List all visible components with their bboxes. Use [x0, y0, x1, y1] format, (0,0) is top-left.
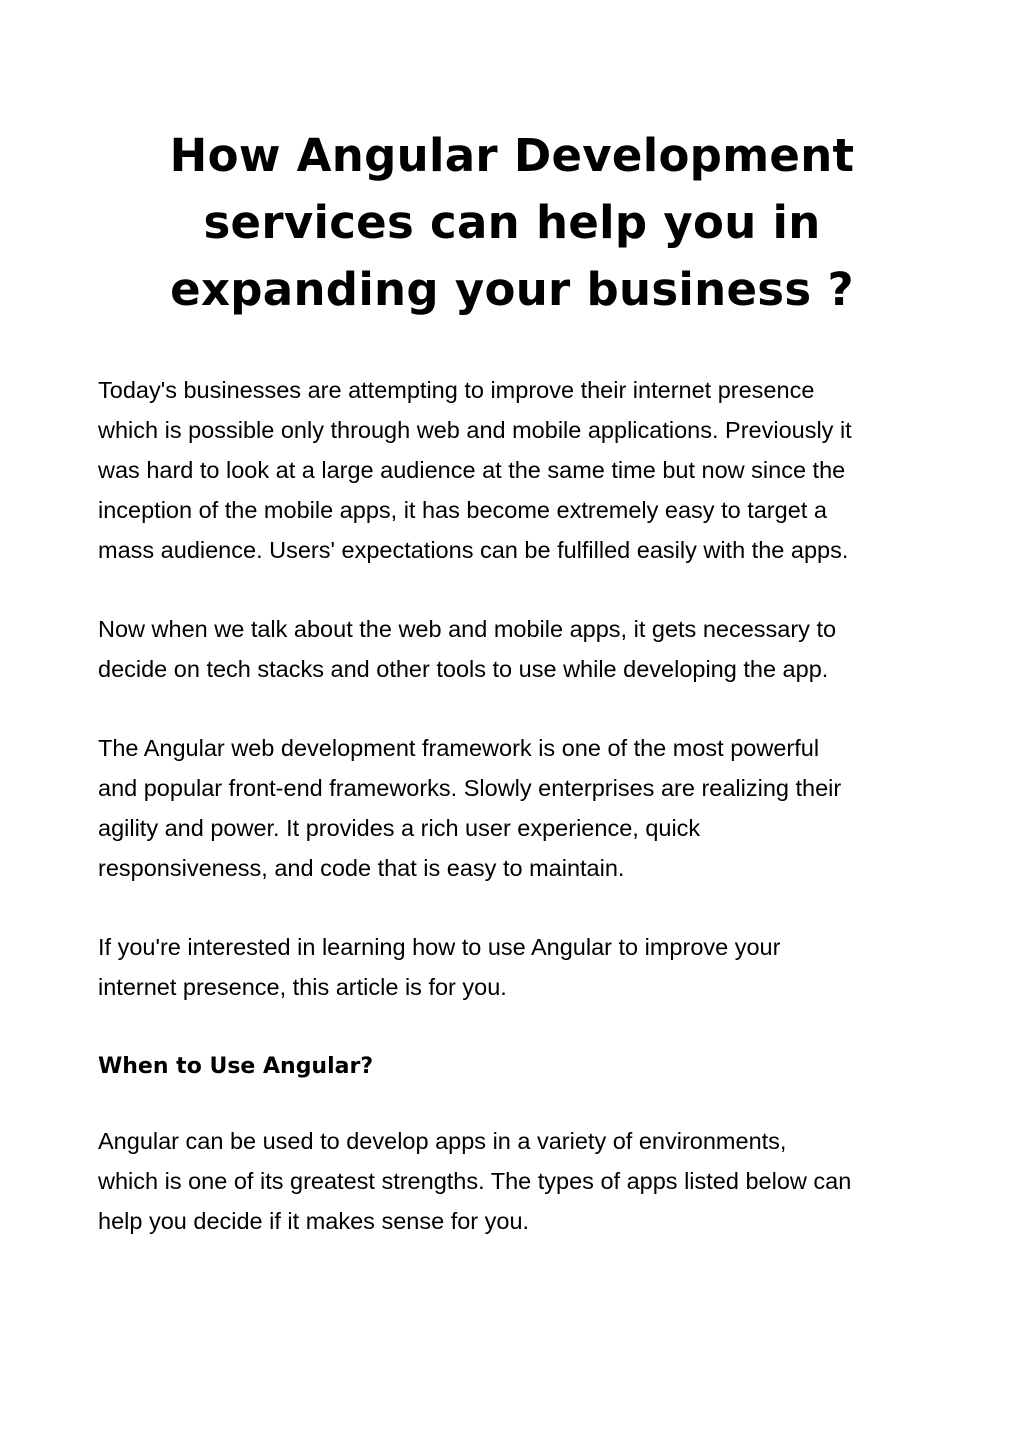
page-title: How Angular Development services can help you in expanding your business ?	[169, 129, 855, 316]
article-purpose-paragraph: If you're interested in learning how to use Angular to improve your internet presence, this article is for you.	[98, 934, 781, 1000]
angular-framework-paragraph: The Angular web development framework is one of the most powerful and popular front-end frameworks. Slowly enterprises are realizing their agility and power. It provides a rich user experience, quick responsiveness, and code that is easy to maintain.	[98, 735, 842, 881]
intro-paragraph: Today's businesses are attempting to improve their internet presence which is possible only through web and mobile applications. Previously it was hard to look at a large audience at the same time but now since the inception of the mobile apps, it has become extremely easy to target a mass audience. Users' expectations can be fulfilled easily with the apps.	[98, 377, 852, 563]
tech-stack-paragraph: Now when we talk about the web and mobile apps, it gets necessary to decide on tech stacks and other tools to use while developing the app.	[98, 616, 837, 682]
section-paragraph: Angular can be used to develop apps in a variety of environments, which is one of its greatest strengths. The types of apps listed below can help you decide if it makes sense for you.	[98, 1128, 852, 1234]
section-heading: When to Use Angular?	[98, 1054, 374, 1079]
